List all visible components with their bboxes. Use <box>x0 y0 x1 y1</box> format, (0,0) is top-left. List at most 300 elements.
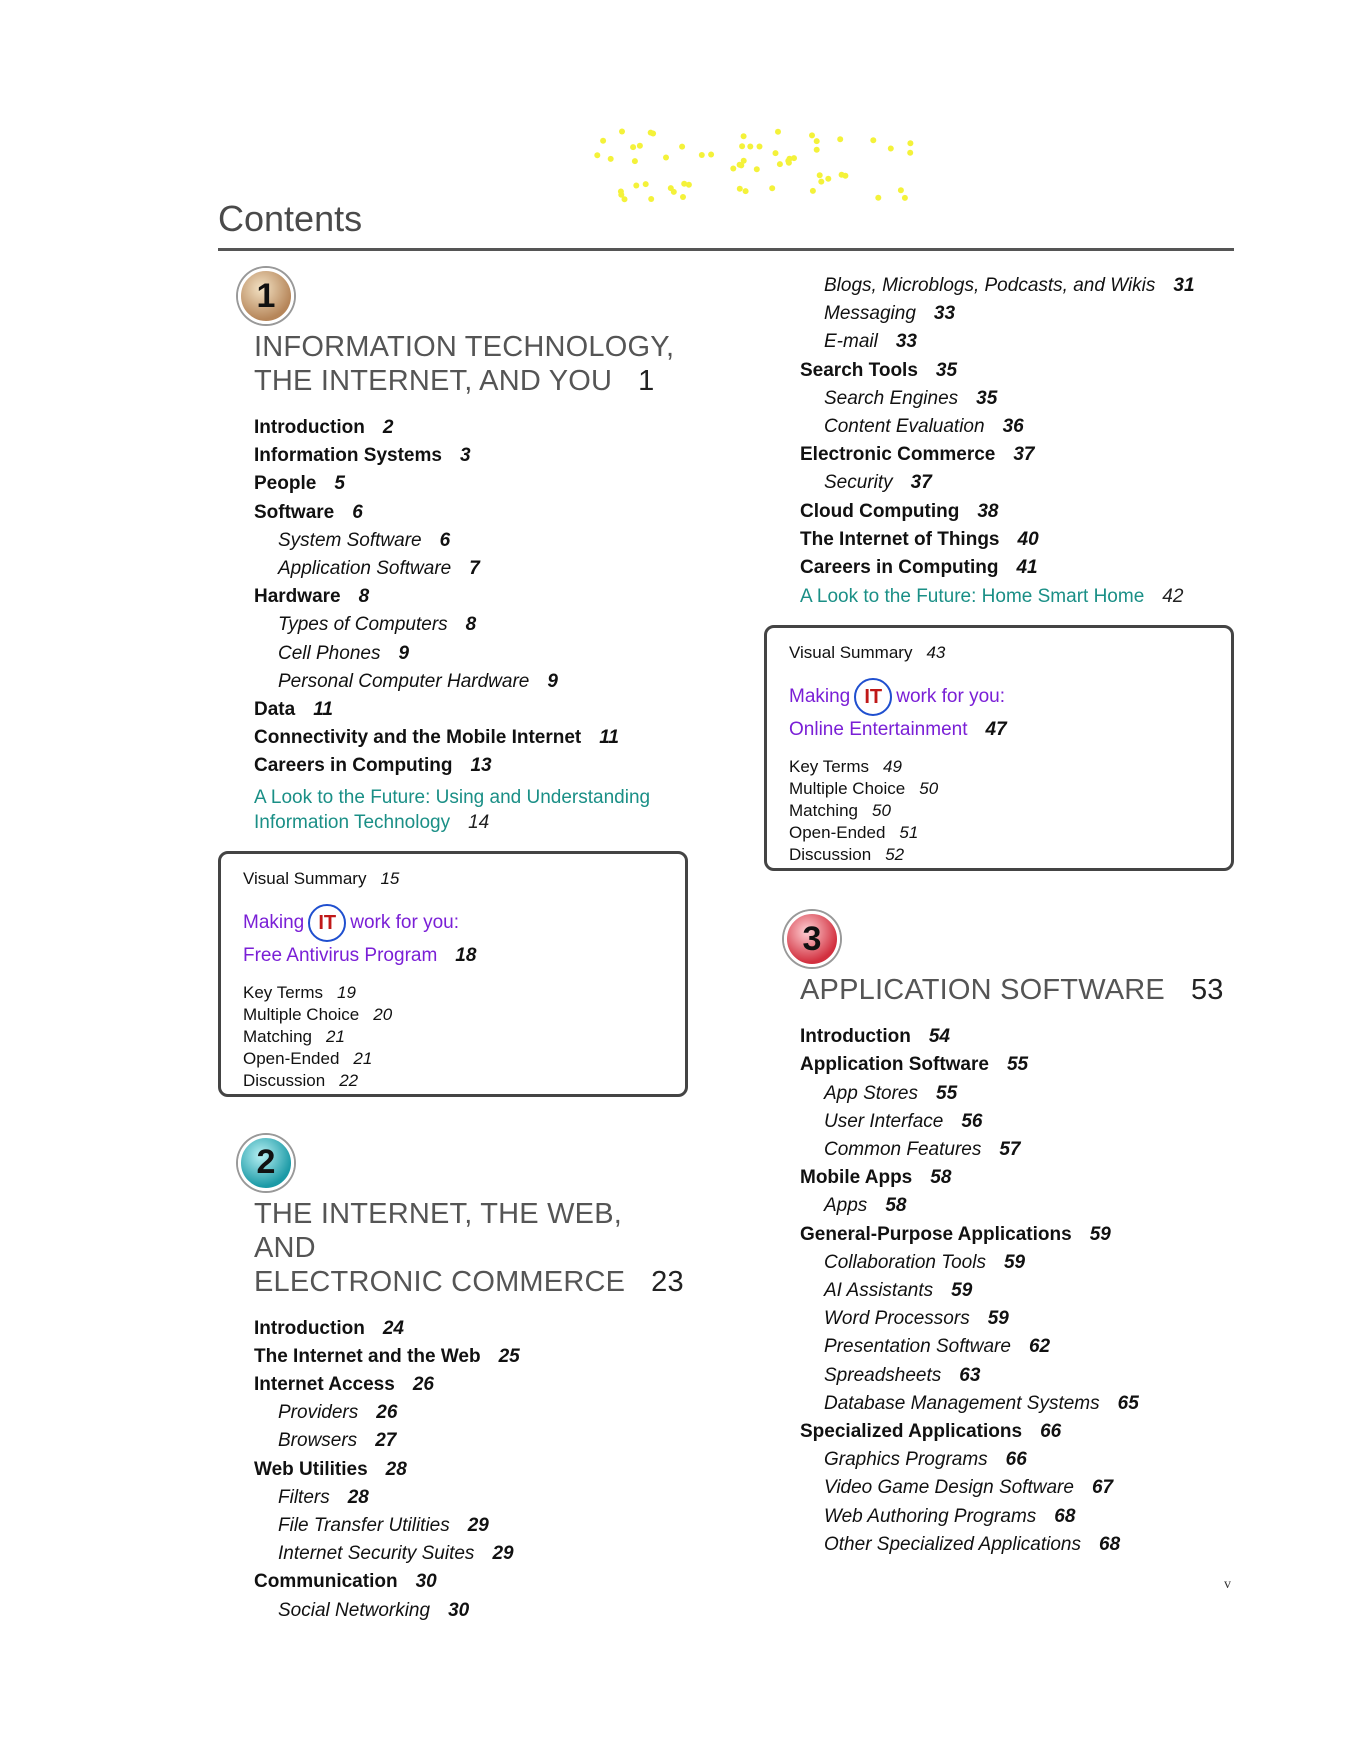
toc-entry-page: 24 <box>382 1317 404 1339</box>
making-it-work-heading[interactable] <box>789 678 1209 716</box>
summary-item[interactable] <box>243 1026 663 1048</box>
toc-entry-page: 35 <box>935 359 958 381</box>
toc-entry[interactable] <box>254 555 688 583</box>
decorative-dot <box>739 143 745 149</box>
decorative-dot <box>898 187 904 193</box>
decorative-dot <box>777 161 783 167</box>
chapter-2-summary-box <box>764 625 1234 871</box>
toc-entry-page: 30 <box>448 1599 470 1621</box>
toc-entry[interactable] <box>800 1192 1234 1220</box>
toc-entry[interactable] <box>800 1531 1234 1559</box>
feature-page: 18 <box>455 944 477 966</box>
toc-entry-page: 8 <box>465 614 477 636</box>
toc-entry[interactable] <box>254 1512 688 1540</box>
toc-entry-page: 52 <box>885 845 905 865</box>
toc-entry-label: Software <box>254 501 335 523</box>
toc-entry[interactable] <box>254 1456 688 1484</box>
toc-entry-label: User Interface <box>824 1110 944 1132</box>
toc-entry-page: 56 <box>961 1110 983 1132</box>
toc-entry[interactable] <box>800 300 1234 328</box>
toc-entry-label: Security <box>824 472 893 494</box>
toc-entry-label: Common Features <box>824 1139 982 1161</box>
chapter-2-entries <box>254 1315 688 1625</box>
toc-entry[interactable] <box>254 1597 688 1625</box>
toc-entry-label: Application Software <box>278 558 452 580</box>
toc-entry-label: AI Assistants <box>824 1280 934 1302</box>
toc-entry-label: Providers <box>278 1402 359 1424</box>
toc-entry[interactable] <box>254 611 688 639</box>
toc-entry-page: 22 <box>339 1070 359 1090</box>
toc-entry-page: 38 <box>977 500 999 522</box>
toc-entry-label: Search Tools <box>800 359 918 381</box>
visual-summary-page: 15 <box>380 868 400 888</box>
toc-entry-page: 6 <box>439 529 451 551</box>
decorative-dot <box>648 196 654 202</box>
toc-entry[interactable] <box>800 1390 1234 1418</box>
decorative-dot <box>817 172 823 178</box>
toc-entry-label: Introduction <box>254 1317 365 1339</box>
toc-entry[interactable] <box>800 1080 1234 1108</box>
toc-entry-label: Browsers <box>278 1430 358 1452</box>
toc-entry-page: 26 <box>412 1374 434 1396</box>
chapter-2-future-link[interactable] <box>800 584 1234 609</box>
toc-entry-label: Types of Computers <box>278 614 448 636</box>
decorative-dot <box>907 140 913 146</box>
toc-entry-page: 36 <box>1002 416 1024 438</box>
decorative-dot <box>708 152 714 158</box>
toc-entry-page: 40 <box>1017 528 1039 550</box>
decorative-dot <box>741 133 747 139</box>
toc-entry-label: Filters <box>278 1486 330 1508</box>
toc-entry-page: 7 <box>469 558 480 580</box>
toc-entry-label: Communication <box>254 1571 398 1593</box>
toc-entry-label: Web Authoring Programs <box>824 1505 1037 1527</box>
toc-entry-page: 65 <box>1117 1392 1139 1414</box>
decorative-dot <box>837 136 843 142</box>
toc-entry[interactable] <box>800 441 1234 469</box>
making-it-work-heading[interactable] <box>243 904 663 942</box>
visual-summary-entry[interactable] <box>789 642 1209 664</box>
chapter-3-entries <box>800 1023 1234 1559</box>
it-logo-icon: IT <box>854 678 892 716</box>
toc-entry-page: 31 <box>1173 275 1195 296</box>
chapter-3-title[interactable] <box>800 973 1234 1007</box>
toc-entry-page: 29 <box>492 1543 514 1565</box>
toc-entry-label: Introduction <box>254 417 365 438</box>
toc-entry-page: 59 <box>951 1280 973 1302</box>
toc-entry-label: Matching <box>243 1026 312 1046</box>
decorative-dot <box>888 146 894 152</box>
toc-entry-page: 20 <box>373 1004 393 1024</box>
title-rule <box>218 248 1234 251</box>
decorative-dot <box>754 166 760 172</box>
toc-entry[interactable] <box>254 1371 688 1399</box>
chapter-2-title-line1: THE INTERNET, THE WEB, AND <box>254 1197 623 1264</box>
toc-entry-page: 59 <box>1003 1251 1026 1273</box>
toc-entry-page: 5 <box>334 473 345 495</box>
chapter-2-number-badge: 2 <box>238 1135 294 1191</box>
page-title: Contents <box>218 198 363 239</box>
toc-entry-page: 9 <box>398 642 410 664</box>
chapter-2-page: 23 <box>651 1265 684 1298</box>
toc-entry-page: 2 <box>382 417 394 438</box>
toc-entry-label: Internet Access <box>254 1374 395 1396</box>
toc-entry[interactable] <box>800 469 1234 497</box>
decorative-dot <box>737 186 743 192</box>
decorative-dot <box>902 195 908 201</box>
toc-entry[interactable] <box>800 1249 1234 1277</box>
toc-entry-page: 58 <box>885 1195 907 1217</box>
decorative-dot <box>818 179 824 185</box>
chapter-2-future-page: 42 <box>1162 586 1184 608</box>
toc-entry-label: People <box>254 473 317 495</box>
toc-entry-label: Web Utilities <box>254 1458 368 1480</box>
toc-entry[interactable] <box>800 526 1234 554</box>
decorative-dot <box>741 158 747 164</box>
summary-item[interactable] <box>243 1070 663 1092</box>
toc-entry-page: 59 <box>1089 1223 1111 1245</box>
feature-label: Online Entertainment <box>789 719 968 741</box>
toc-entry-page: 55 <box>1006 1054 1029 1076</box>
toc-entry[interactable] <box>800 1108 1234 1136</box>
chapter-1-number-badge: 1 <box>238 268 294 324</box>
toc-entry-label: Electronic Commerce <box>800 444 996 466</box>
decorative-dot <box>594 152 600 158</box>
toc-entry-label: Data <box>254 699 296 721</box>
toc-entry-page: 33 <box>895 331 917 353</box>
toc-entry-label: Cloud Computing <box>800 500 960 522</box>
decorative-dot <box>907 150 913 156</box>
visual-summary-label: Visual Summary <box>243 868 367 888</box>
decorative-dot <box>730 166 736 172</box>
toc-entry-page: 58 <box>930 1167 952 1189</box>
toc-entry[interactable] <box>800 413 1234 441</box>
toc-entry-label: Content Evaluation <box>824 416 985 438</box>
chapter-1-future-link[interactable] <box>254 785 688 835</box>
chapter-2-summary-items <box>789 756 1209 866</box>
decorative-dot <box>643 181 649 187</box>
summary-item[interactable] <box>243 1048 663 1070</box>
toc-entry-label: Database Management Systems <box>824 1392 1100 1414</box>
decorative-dot <box>757 144 763 150</box>
decorative-dot <box>786 160 792 166</box>
toc-entry[interactable] <box>800 1221 1234 1249</box>
decorative-dot <box>633 183 639 189</box>
feature-label: Free Antivirus Program <box>243 944 438 966</box>
decorative-dot <box>775 129 781 135</box>
toc-entry-label: Internet Security Suites <box>278 1543 475 1565</box>
decorative-dots <box>585 125 935 205</box>
decorative-dot <box>773 150 779 156</box>
toc-entry[interactable] <box>800 1446 1234 1474</box>
toc-entry-label: Other Specialized Applications <box>824 1533 1081 1555</box>
toc-entry[interactable] <box>800 1305 1234 1333</box>
toc-entry[interactable] <box>254 442 688 470</box>
decorative-dot <box>619 129 625 135</box>
decorative-dot <box>791 155 797 161</box>
toc-entry[interactable] <box>254 583 688 611</box>
work-for-you-label: work for you: <box>350 911 460 933</box>
toc-entry[interactable] <box>254 640 688 668</box>
toc-entry[interactable] <box>254 1568 688 1596</box>
toc-entry-page: 25 <box>498 1345 520 1367</box>
toc-entry[interactable] <box>254 696 688 724</box>
toc-entry-page: 28 <box>385 1458 407 1480</box>
toc-entry-label: Collaboration Tools <box>824 1251 986 1273</box>
toc-entry-page: 21 <box>353 1048 373 1068</box>
toc-entry-page: 3 <box>459 445 471 467</box>
toc-entry-label: Multiple Choice <box>789 779 906 799</box>
visual-summary-entry[interactable] <box>243 868 663 890</box>
decorative-dot <box>608 156 614 162</box>
toc-entry[interactable] <box>254 724 688 752</box>
toc-entry-page: 19 <box>337 982 356 1002</box>
decorative-dot <box>839 172 845 178</box>
chapter-1-summary-box <box>218 851 688 1097</box>
toc-entry-label: Search Engines <box>824 387 959 409</box>
toc-entry[interactable] <box>800 357 1234 385</box>
toc-entry-page: 37 <box>910 472 932 494</box>
toc-entry[interactable] <box>800 1503 1234 1531</box>
toc-entry[interactable] <box>254 1315 688 1343</box>
decorative-dot <box>809 132 815 138</box>
toc-entry-label: Apps <box>824 1195 868 1217</box>
toc-entry-label: Presentation Software <box>824 1336 1011 1358</box>
page-number: v <box>1224 1577 1231 1592</box>
toc-entry-label: Messaging <box>824 303 916 325</box>
chapter-1-future-line1: A Look to the Future: Using and Understanding <box>254 786 651 808</box>
summary-item[interactable] <box>243 982 663 1004</box>
toc-entry-page: 26 <box>376 1402 398 1424</box>
toc-entry-page: 63 <box>959 1364 981 1386</box>
toc-entry-label: Open-Ended <box>789 823 886 843</box>
visual-summary-page: 43 <box>926 643 946 663</box>
right-column <box>764 272 1234 1559</box>
chapter-1-future-page: 14 <box>468 811 490 833</box>
chapter-2-title[interactable] <box>254 1197 688 1299</box>
toc-entry-page: 6 <box>352 501 363 523</box>
toc-entry-label: Connectivity and the Mobile Internet <box>254 727 582 749</box>
toc-entry-label: Key Terms <box>243 982 323 1002</box>
toc-entry[interactable] <box>800 1136 1234 1164</box>
toc-entry-label: Word Processors <box>824 1308 970 1330</box>
decorative-dot <box>810 188 816 194</box>
decorative-dot <box>769 185 775 191</box>
toc-entry-page: 50 <box>871 801 891 821</box>
toc-entry[interactable] <box>800 1474 1234 1502</box>
toc-entry-label: Careers in Computing <box>254 755 453 777</box>
toc-entry[interactable] <box>800 328 1234 356</box>
toc-entry-page: 49 <box>883 757 902 777</box>
decorative-dot <box>814 147 820 153</box>
chapter-1-entries <box>254 414 688 781</box>
chapter-1-summary-items <box>243 982 663 1092</box>
summary-item[interactable] <box>789 800 1209 822</box>
toc-entry-page: 66 <box>1040 1421 1062 1443</box>
toc-entry-page: 28 <box>347 1486 369 1508</box>
toc-entry-page: 41 <box>1016 557 1038 579</box>
toc-entry-page: 35 <box>976 387 998 409</box>
toc-entry-label: System Software <box>278 529 422 551</box>
making-it-work-feature[interactable] <box>789 716 1209 744</box>
toc-entry[interactable] <box>800 1418 1234 1446</box>
toc-entry[interactable] <box>800 385 1234 413</box>
toc-entry-label: Application Software <box>800 1054 989 1076</box>
toc-entry[interactable] <box>254 499 688 527</box>
toc-entry-page: 13 <box>470 755 492 777</box>
toc-entry[interactable] <box>800 1333 1234 1361</box>
toc-entry-label: Graphics Programs <box>824 1449 988 1471</box>
summary-item[interactable] <box>789 756 1209 778</box>
decorative-dot <box>747 144 753 150</box>
decorative-dot <box>648 130 654 136</box>
toc-entry-page: 57 <box>999 1139 1021 1161</box>
toc-entry[interactable] <box>254 470 688 498</box>
decorative-dot <box>663 155 669 161</box>
toc-entry-label: Personal Computer Hardware <box>278 670 530 692</box>
toc-entry-label: App Stores <box>824 1082 918 1104</box>
toc-entry-label: Introduction <box>800 1026 911 1048</box>
decorative-dot <box>870 137 876 143</box>
toc-entry-label: Multiple Choice <box>243 1004 360 1024</box>
summary-item[interactable] <box>243 1004 663 1026</box>
toc-entry-label: Discussion <box>789 845 872 865</box>
summary-item[interactable] <box>789 844 1209 866</box>
toc-entry-page: 68 <box>1054 1505 1076 1527</box>
decorative-dot <box>680 194 686 200</box>
making-label: Making <box>789 686 851 708</box>
chapter-2 <box>218 1135 688 1625</box>
toc-entry[interactable] <box>254 414 688 442</box>
toc-entry-page: 68 <box>1099 1533 1121 1555</box>
chapter-1-future-line2: Information Technology <box>254 811 451 833</box>
decorative-dot <box>632 158 638 164</box>
decorative-dot <box>630 144 636 150</box>
toc-entry-page: 62 <box>1028 1336 1051 1358</box>
toc-entry-page: 54 <box>928 1026 950 1048</box>
making-label: Making <box>243 911 305 933</box>
toc-entry-page: 33 <box>933 303 956 325</box>
toc-entry[interactable] <box>800 1023 1234 1051</box>
visual-summary-label: Visual Summary <box>789 643 913 663</box>
chapter-1 <box>218 268 688 835</box>
toc-entry-label: Cell Phones <box>278 642 381 664</box>
decorative-dot <box>825 176 831 182</box>
toc-entry-label: Video Game Design Software <box>824 1477 1074 1499</box>
chapter-3 <box>764 911 1234 1559</box>
toc-entry-page: 11 <box>313 699 333 721</box>
chapter-1-title-line1: INFORMATION TECHNOLOGY, <box>254 331 675 363</box>
toc-entry[interactable] <box>800 272 1234 300</box>
toc-entry-label: Open-Ended <box>243 1048 340 1068</box>
toc-entry-label: Information Systems <box>254 445 442 467</box>
toc-entry[interactable] <box>800 498 1234 526</box>
chapter-1-title[interactable] <box>254 330 688 398</box>
toc-entry-label: Blogs, Microblogs, Podcasts, and Wikis <box>824 275 1156 296</box>
decorative-dot <box>814 138 820 144</box>
decorative-dot <box>875 195 881 201</box>
toc-entry-label: The Internet of Things <box>800 528 1000 550</box>
toc-entry-label: The Internet and the Web <box>254 1345 481 1367</box>
toc-entry-label: Mobile Apps <box>800 1167 913 1189</box>
making-it-work-feature[interactable] <box>243 942 663 970</box>
toc-entry-label: General-Purpose Applications <box>800 1223 1072 1245</box>
toc-entry-page: 37 <box>1013 444 1035 466</box>
toc-entry-label: Discussion <box>243 1070 326 1090</box>
toc-entry[interactable] <box>254 1484 688 1512</box>
toc-entry-label: Careers in Computing <box>800 557 999 579</box>
feature-page: 47 <box>985 719 1007 741</box>
work-for-you-label: work for you: <box>896 686 1006 708</box>
toc-entry-page: 30 <box>415 1571 437 1593</box>
toc-entry[interactable] <box>800 1362 1234 1390</box>
chapter-1-page: 1 <box>638 365 655 397</box>
toc-entry-label: Key Terms <box>789 757 869 777</box>
toc-entry[interactable] <box>254 1427 688 1455</box>
toc-entry[interactable] <box>254 527 688 555</box>
decorative-dot <box>668 185 674 191</box>
toc-entry-page: 67 <box>1091 1477 1114 1499</box>
toc-entry-label: Specialized Applications <box>800 1421 1023 1443</box>
chapter-3-title-line1: APPLICATION SOFTWARE <box>800 974 1165 1007</box>
toc-entry[interactable] <box>800 1051 1234 1079</box>
toc-entry-page: 51 <box>899 823 919 843</box>
toc-entry-page: 50 <box>919 779 939 799</box>
summary-item[interactable] <box>789 822 1209 844</box>
toc-entry[interactable] <box>800 1164 1234 1192</box>
toc-entry-page: 8 <box>358 586 370 608</box>
chapter-1-title-line2: THE INTERNET, AND YOU <box>254 365 613 397</box>
toc-entry-label: File Transfer Utilities <box>278 1515 450 1537</box>
decorative-dot <box>600 138 606 144</box>
toc-entry-label: Social Networking <box>278 1599 431 1621</box>
decorative-dot <box>679 144 685 150</box>
toc-entry[interactable] <box>800 1277 1234 1305</box>
toc-entry-label: E-mail <box>824 331 878 353</box>
toc-entry-page: 66 <box>1005 1449 1027 1471</box>
toc-entry-page: 21 <box>325 1026 345 1046</box>
toc-entry[interactable] <box>254 668 688 696</box>
toc-entry-page: 9 <box>547 670 558 692</box>
chapter-3-page: 53 <box>1190 974 1224 1007</box>
toc-entry-label: Spreadsheets <box>824 1364 942 1386</box>
toc-entry[interactable] <box>254 1540 688 1568</box>
decorative-dot <box>681 181 687 187</box>
toc-entry-page: 55 <box>936 1082 958 1104</box>
toc-entry-label: Hardware <box>254 586 341 608</box>
chapter-2-future-line1: A Look to the Future: Home Smart Home <box>800 586 1145 608</box>
toc-entry[interactable] <box>254 1399 688 1427</box>
chapter-2-title-line2: ELECTRONIC COMMERCE <box>254 1265 626 1298</box>
it-logo-icon: IT <box>308 904 346 942</box>
chapter-3-number-badge: 3 <box>784 911 840 967</box>
chapter-2-entries-continued <box>800 272 1234 582</box>
toc-entry[interactable] <box>800 554 1234 582</box>
toc-entry-label: Matching <box>789 801 858 821</box>
decorative-dot <box>699 152 705 158</box>
left-column <box>218 268 688 1625</box>
decorative-dot <box>743 188 749 194</box>
toc-entry-page: 11 <box>599 727 619 749</box>
toc-entry-page: 29 <box>467 1515 489 1537</box>
decorative-dot <box>637 143 643 149</box>
toc-entry[interactable] <box>254 752 688 780</box>
summary-item[interactable] <box>789 778 1209 800</box>
toc-entry-page: 27 <box>375 1430 397 1452</box>
toc-entry[interactable] <box>254 1343 688 1371</box>
decorative-dot <box>622 196 628 202</box>
toc-entry-page: 59 <box>987 1308 1009 1330</box>
